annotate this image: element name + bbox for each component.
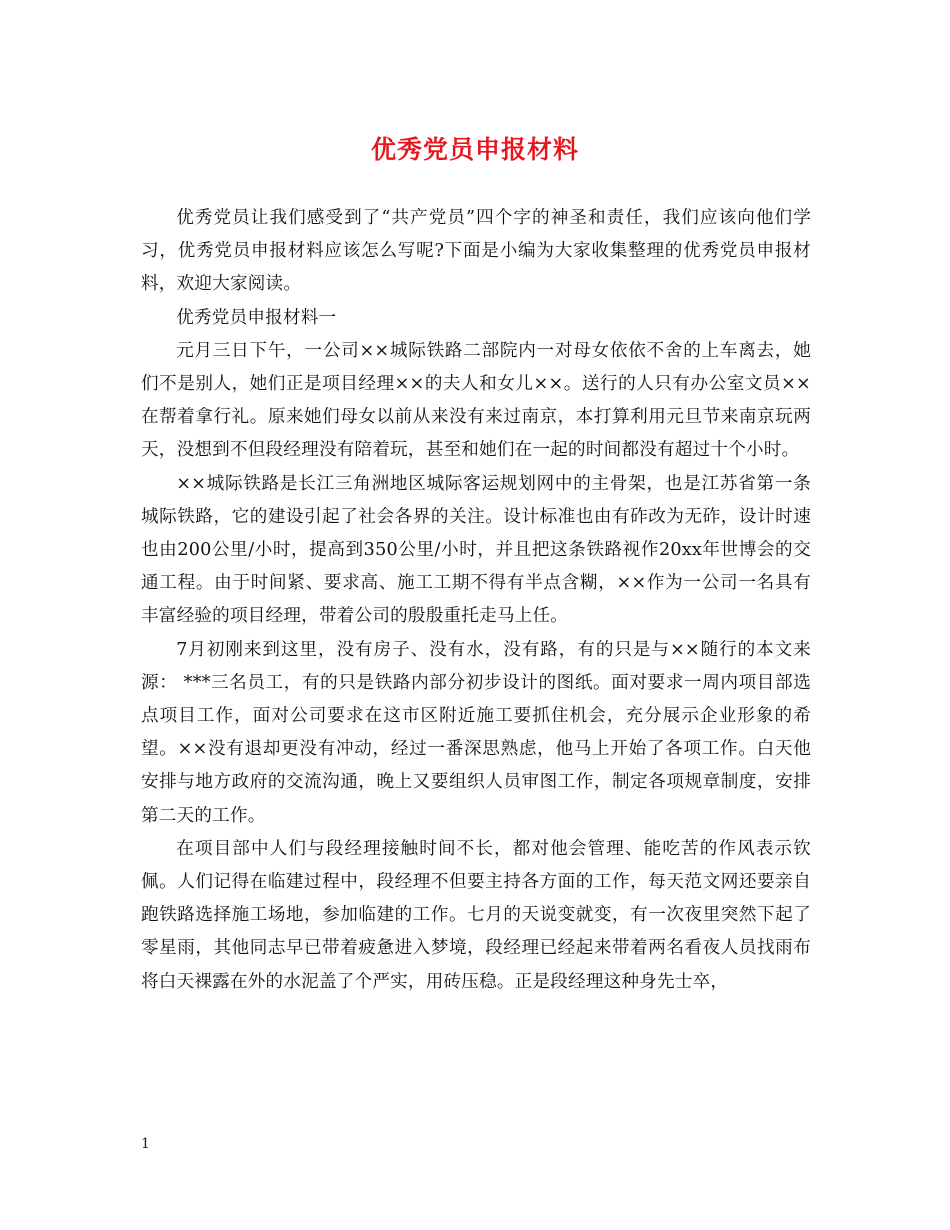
- document-body: [141, 202, 811, 999]
- paragraph-1: 元月三日下午，一公司××城际铁路二部院内一对母女依依不舍的上车离去，她们不是别人，她们正是项目经理××的夫人和女儿××。送行的人只有办公室文员××在帮着拿行礼。原来她们母女以前从来没有来过南京，本打算利用元旦节来南京玩两天，没想到不但段经理没有陪着玩，甚至和她们在一起的时间都没有超过十个小时。: [141, 340, 811, 461]
- page-number: 1: [141, 1136, 150, 1152]
- paragraph-2: ××城际铁路是长江三角洲地区城际客运规划网中的主骨架，也是江苏省第一条城际铁路，它的建设引起了社会各界的关注。设计标准也由有砟改为无砟，设计时速也由200公里/小时，提高到350公里/小时，并且把这条铁路视作20xx年世博会的交通工程。由于时间紧、要求高、施工工期不得有半点含糊，××作为一公司一名具有丰富经验的项目经理，带着公司的殷殷重托走马上任。: [141, 473, 811, 627]
- paragraph-4: 在项目部中人们与段经理接触时间不长，都对他会管理、能吃苦的作风表示钦佩。人们记得在临建过程中，段经理不但要主持各方面的工作，每天范文网还要亲自跑铁路选择施工场地，参加临建的工作。七月的天说变就变，有一次夜里突然下起了零星雨，其他同志早已带着疲惫进入梦境，段经理已经起来带着两名看夜人员找雨布将白天裸露在外的水泥盖了个严实，用砖压稳。正是段经理这种身先士卒，: [141, 838, 811, 992]
- paragraph-section-heading: 优秀党员申报材料一: [176, 307, 337, 328]
- document-title: 优秀党员申报材料: [370, 135, 579, 164]
- paragraph-3: 7月初刚来到这里，没有房子、没有水，没有路，有的只是与××随行的本文来源： ***三名员工，有的只是铁路内部分初步设计的图纸。面对要求一周内项目部选点项目工作，面对公司要求在这市区附近施工要抓住机会，充分展示企业形象的希望。××没有退却更没有冲动，经过一番深思熟虑，他马上开始了各项工作。白天他安排与地方政府的交流沟通，晚上又要组织人员审图工作，制定各项规章制度，安排第二天的工作。: [141, 639, 811, 826]
- paragraph-intro: 优秀党员让我们感受到了“共产党员”四个字的神圣和责任，我们应该向他们学习，优秀党员申报材料应该怎么写呢?下面是小编为大家收集整理的优秀党员申报材料，欢迎大家阅读。: [141, 208, 811, 295]
